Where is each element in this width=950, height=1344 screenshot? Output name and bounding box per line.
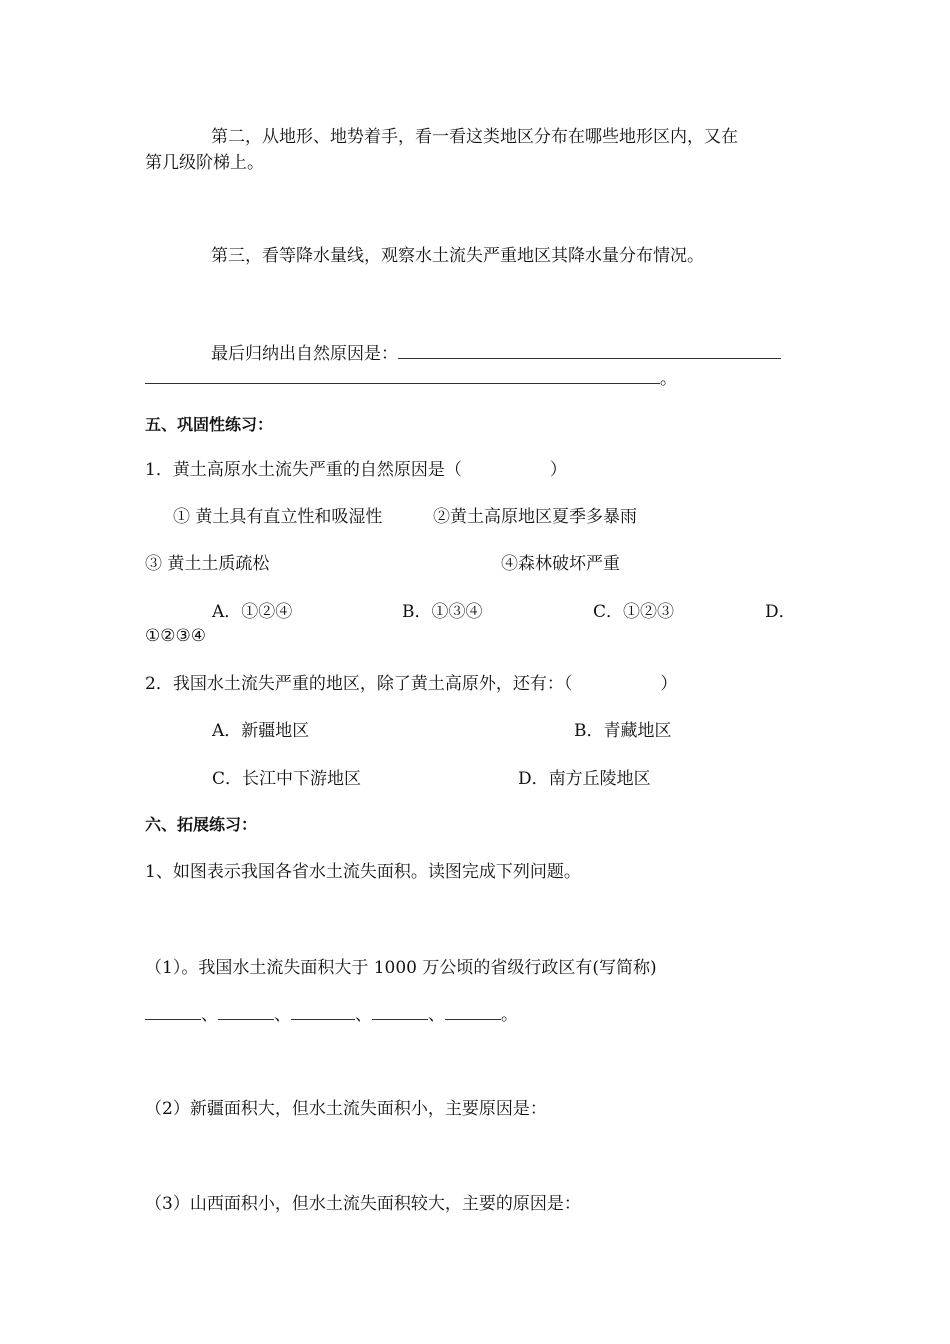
- q2-close: ）: [660, 674, 678, 694]
- q1-choice-a: A．①②④: [212, 602, 293, 622]
- q1-choice-d: D．: [765, 602, 796, 622]
- q1-stem: 1．黄土高原水土流失严重的自然原因是（: [145, 460, 462, 480]
- conclusion-line2: [145, 368, 677, 390]
- q1-close: ）: [549, 460, 567, 480]
- q2-stem: 2．我国水土流失严重的地区，除了黄土高原外，还有：（: [145, 674, 573, 694]
- q1-option-2: ②黄土高原地区夏季多暴雨: [433, 507, 637, 527]
- q1-stem-line: [145, 459, 567, 481]
- q1-option-4: ④森林破坏严重: [501, 554, 620, 574]
- q2-choice-c: C．长江中下游地区: [212, 769, 362, 789]
- conclusion-end: 。: [660, 369, 677, 389]
- q1-option-3: ③ 黄土土质疏松: [145, 554, 270, 574]
- sub-question-3: （3）山西面积小，但水土流失面积较大，主要的原因是：: [145, 1194, 581, 1214]
- sub1-sep: 、: [355, 1005, 372, 1025]
- sub1-end: 。: [501, 1005, 518, 1025]
- sub1-sep: 、: [201, 1005, 218, 1025]
- q2-choice-d: D．南方丘陵地区: [518, 769, 651, 789]
- q1-choice-c: C．①②③: [593, 602, 675, 622]
- sub1-blank-5[interactable]: [445, 1005, 501, 1020]
- sub1-blank-2[interactable]: [218, 1005, 274, 1020]
- conclusion-blank-1[interactable]: [398, 344, 781, 359]
- sub-question-2: （2）新疆面积大，但水土流失面积小，主要原因是：: [145, 1099, 547, 1119]
- ext-question-1: 1、如图表示我国各省水土流失面积。读图完成下列问题。: [145, 862, 581, 882]
- sub1-blanks-line: [145, 1004, 518, 1026]
- q2-choice-b: B．青藏地区: [574, 721, 672, 741]
- section6-title: 六、拓展练习：: [145, 815, 258, 834]
- sub1-sep: 、: [274, 1005, 291, 1025]
- sub1-blank-3[interactable]: [291, 1005, 355, 1020]
- q1-choice-d-cont: ①②③④: [145, 626, 206, 646]
- conclusion-line1: [211, 343, 781, 365]
- conclusion-label: 最后归纳出自然原因是：: [211, 344, 398, 364]
- sub-question-1: （1）。我国水土流失面积大于 1000 万公顷的省级行政区有(写简称): [145, 958, 657, 978]
- q2-choice-a: A．新疆地区: [212, 721, 310, 741]
- sub1-blank-4[interactable]: [372, 1005, 428, 1020]
- q1-option-1: ① 黄土具有直立性和吸湿性: [173, 507, 383, 527]
- para2-line1: 第二，从地形、地势着手，看一看这类地区分布在哪些地形区内，又在: [211, 127, 738, 147]
- q2-stem-line: [145, 673, 677, 695]
- para2-line2: 第几级阶梯上。: [145, 153, 264, 173]
- para3: 第三，看等降水量线，观察水土流失严重地区其降水量分布情况。: [211, 246, 704, 266]
- q1-choice-b: B．①③④: [402, 602, 483, 622]
- conclusion-blank-2[interactable]: [145, 369, 660, 384]
- sub1-blank-1[interactable]: [145, 1005, 201, 1020]
- section5-title: 五、巩固性练习：: [145, 415, 274, 434]
- sub1-sep: 、: [428, 1005, 445, 1025]
